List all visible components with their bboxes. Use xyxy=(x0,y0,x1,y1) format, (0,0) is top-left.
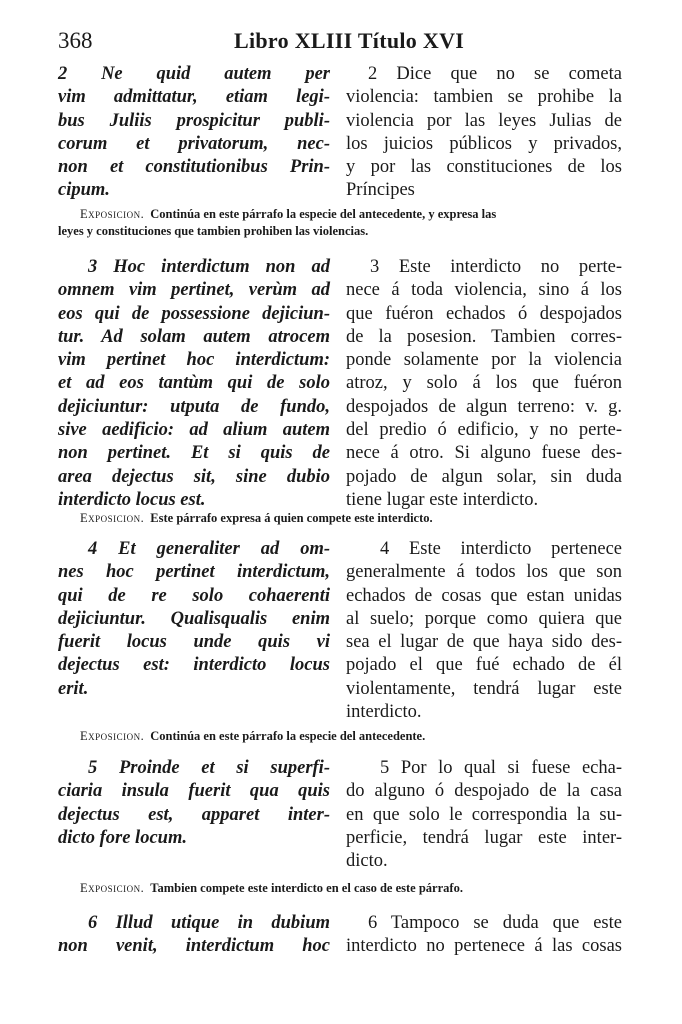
latin-line: area dejectus sit, sine dubio xyxy=(58,466,330,487)
exposition-4 xyxy=(80,728,620,745)
spanish-line: nece á toda violencia, sino á los xyxy=(346,280,622,301)
spanish-line: en que solo le correspondia la su- xyxy=(346,804,622,825)
spanish-line: nece á otro. Si alguno fuese des- xyxy=(346,443,622,464)
latin-line: dicto fore locum. xyxy=(58,827,187,848)
latin-line: et ad eos tantùm qui de solo xyxy=(58,373,330,394)
spanish-line: do alguno ó despojado de la casa xyxy=(346,781,622,802)
spanish-column xyxy=(346,63,622,203)
spanish-line: pojado el que fué echado de él xyxy=(346,655,622,676)
latin-line: sive aedificio: ad alium autem xyxy=(58,420,330,441)
spanish-line: Príncipes xyxy=(346,180,415,201)
spanish-line: que fuéron echados ó despojados xyxy=(346,303,622,324)
exposition-label: Exposicion. xyxy=(80,881,145,895)
latin-line: dejectus est, apparet inter- xyxy=(58,804,330,825)
latin-line: nes hoc pertinet interdictum, xyxy=(58,562,330,583)
latin-line: erit. xyxy=(58,678,89,699)
latin-line: omnem vim pertinet, verùm ad xyxy=(58,280,330,301)
spanish-column xyxy=(346,538,622,724)
latin-line: cipum. xyxy=(58,180,110,201)
spanish-line: 2 Dice que no se cometa xyxy=(368,64,622,84)
exposition-text: Este párrafo expresa á quien compete este interdicto. xyxy=(150,511,433,525)
spanish-line: interdicto no pertenece á las cosas xyxy=(346,936,622,957)
latin-line: 6 Illud utique in dubium xyxy=(88,913,330,933)
spanish-line: 4 Este interdicto pertenece xyxy=(380,539,622,559)
latin-line: 5 Proinde et si superfi- xyxy=(88,758,330,778)
exposition-text: leyes y constituciones que tambien prohiben las violencias. xyxy=(58,224,369,238)
spanish-column xyxy=(346,757,622,873)
latin-line: eos qui de possessione dejiciun- xyxy=(58,303,330,324)
spanish-line: violentamente, tendrá lugar este xyxy=(346,678,622,699)
spanish-line: 6 Tampoco se duda que este xyxy=(368,913,622,933)
exposition-text: Continúa en este párrafo la especie del antecedente. xyxy=(150,729,426,743)
spanish-line: pojado de algun solar, sin duda xyxy=(346,466,622,487)
spanish-line: echados de cosas que estan unidas xyxy=(346,585,622,606)
latin-line: non et constitutionibus Prin- xyxy=(58,157,330,178)
exposition-5 xyxy=(80,880,620,897)
exposition-3 xyxy=(80,510,620,527)
latin-line: fuerit locus unde quis vi xyxy=(58,632,330,653)
spanish-line: ponde solamente por la violencia xyxy=(346,350,622,371)
latin-line: dejiciuntur: utputa de fundo, xyxy=(58,396,330,417)
latin-column xyxy=(58,538,330,701)
latin-line: corum et privatorum, nec- xyxy=(58,133,330,154)
spanish-line: del predio ó edificio, y no perte- xyxy=(346,420,622,441)
page-header xyxy=(58,28,628,56)
latin-line: dejectus est: interdicto locus xyxy=(58,655,330,676)
spanish-line: violencia: tambien se prohibe la xyxy=(346,87,622,108)
exposition-label: Exposicion. xyxy=(80,207,145,221)
spanish-line: y por las constituciones de los xyxy=(346,157,622,178)
latin-line: non venit, interdictum hoc xyxy=(58,936,330,957)
spanish-line: 5 Por lo qual si fuese echa- xyxy=(380,758,622,778)
spanish-line: atroz, y solo á los que fuéron xyxy=(346,373,622,394)
spanish-line: tiene lugar este interdicto. xyxy=(346,489,539,510)
exposition-text: Continúa en este párrafo la especie del antecedente, y expresa las xyxy=(150,207,497,221)
latin-column xyxy=(58,63,330,203)
exposition-label: Exposicion. xyxy=(80,511,145,525)
latin-line: interdicto locus est. xyxy=(58,489,206,510)
exposition-2 xyxy=(58,206,620,240)
spanish-line: dicto. xyxy=(346,851,388,872)
latin-column xyxy=(58,912,330,959)
spanish-line: al suelo; porque como quiera que xyxy=(346,608,622,629)
latin-line: vim admittatur, etiam legi- xyxy=(58,87,330,108)
latin-line: tur. Ad solam autem atrocem xyxy=(58,326,330,347)
spanish-line: violencia por las leyes Julias de xyxy=(346,110,622,131)
running-title: Libro XLIII Título XVI xyxy=(234,28,465,53)
spanish-line: de la posesion. Tambien corres- xyxy=(346,326,622,347)
spanish-line: 3 Este interdicto no perte- xyxy=(370,257,622,277)
spanish-line: sea el lugar de que haya sido des- xyxy=(346,632,622,653)
spanish-line: generalmente á todos los que son xyxy=(346,562,622,583)
spanish-line: los juicios públicos y privados, xyxy=(346,133,622,154)
exposition-label: Exposicion. xyxy=(80,729,145,743)
latin-line: qui de re solo cohaerenti xyxy=(58,585,330,606)
page-number: 368 xyxy=(58,28,93,53)
spanish-column xyxy=(346,256,622,512)
latin-column xyxy=(58,757,330,850)
latin-line: 2 Ne quid autem per xyxy=(58,64,330,84)
spanish-line: interdicto. xyxy=(346,702,422,723)
latin-line: 3 Hoc interdictum non ad xyxy=(88,257,330,277)
latin-line: ciaria insula fuerit qua quis xyxy=(58,781,330,802)
spanish-line: perficie, tendrá lugar este inter- xyxy=(346,827,622,848)
latin-line: bus Juliis prospicitur publi- xyxy=(58,110,330,131)
spanish-column xyxy=(346,912,622,959)
latin-line: vim pertinet hoc interdictum: xyxy=(58,350,330,371)
latin-column xyxy=(58,256,330,512)
latin-line: non pertinet. Et si quis de xyxy=(58,443,330,464)
exposition-text: Tambien compete este interdicto en el caso de este párrafo. xyxy=(150,881,463,895)
latin-line: 4 Et generaliter ad om- xyxy=(88,539,330,559)
latin-line: dejiciuntur. Qualisqualis enim xyxy=(58,608,330,629)
spanish-line: despojados de algun terreno: v. g. xyxy=(346,396,622,417)
